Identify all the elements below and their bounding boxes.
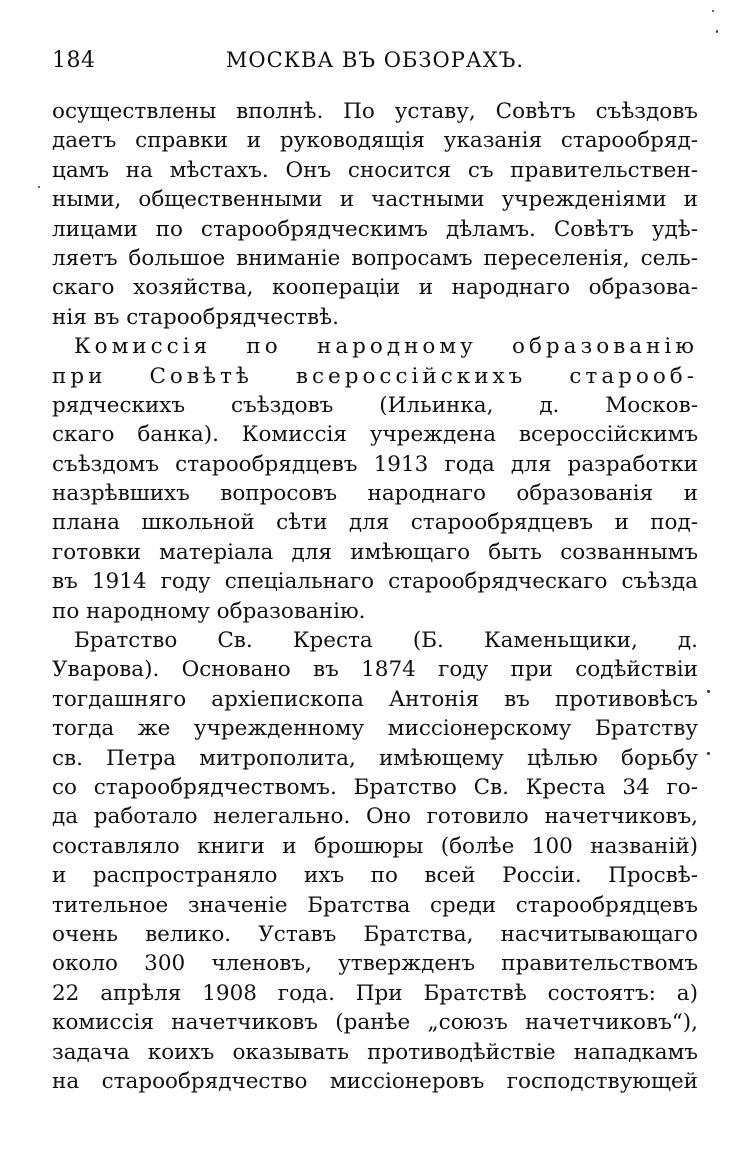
text-line: Уварова). Основано въ 1874 году при содѣйствіи	[52, 657, 698, 683]
text-line: со старообрядчествомъ. Братство Св. Креста 34 го-	[52, 774, 698, 800]
print-speck	[707, 752, 710, 755]
text-line: и распространяло ихъ по всей Россіи. Просвѣ-	[52, 863, 698, 889]
print-speck	[712, 10, 714, 12]
section-heading-line: Братство Св. Креста (Б. Каменьщики, д.	[74, 628, 698, 654]
text-line: тогда же учрежденному миссіонерскому Братству	[52, 716, 698, 742]
text-line: плана школьной сѣти для старообрядцевъ и под-	[52, 510, 698, 536]
running-head: МОСКВА ВЪ ОБЗОРАХЪ.	[225, 48, 525, 72]
text-line: ляетъ большое вниманіе вопросамъ переселенія, сель-	[52, 245, 698, 271]
text-line: составляло книги и брошюры (болѣе 100 названій)	[52, 833, 698, 859]
text-line: тогдашняго архіепископа Антонія въ противовѣсъ	[52, 686, 698, 712]
text-line: задача коихъ оказывать противодѣйствіе нападкамъ	[52, 1039, 698, 1065]
text-line: 22 апрѣля 1908 года. При Братствѣ состоятъ: а)	[52, 980, 698, 1006]
text-line: готовки матеріала для имѣющаго быть созваннымъ	[52, 539, 698, 565]
text-line: съѣздомъ старообрядцевъ 1913 года для разработки	[52, 451, 698, 477]
print-speck	[38, 186, 40, 188]
text-line: даетъ справки и руководящія указанія старообряд-	[52, 128, 698, 154]
text-line: лицами по старообрядческимъ дѣламъ. Совѣтъ удѣ-	[52, 216, 698, 242]
page-header	[52, 48, 698, 78]
text-line: въ 1914 году спеціальнаго старообрядческаго съѣзда	[52, 569, 698, 595]
body-text	[52, 97, 698, 1096]
text-line: нія въ старообрядчествѣ.	[52, 304, 339, 330]
text-line: по народному образованію.	[52, 598, 366, 624]
text-line: на старообрядчество миссіонеровъ господствующей	[52, 1068, 698, 1094]
text-line: ными, общественными и частными учрежденіями и	[52, 187, 698, 213]
text-line: св. Петра митрополита, имѣющему цѣлью борьбу	[52, 745, 698, 771]
print-speck	[707, 690, 710, 693]
text-line: скаго банка). Комиссія учреждена всероссійскимъ	[52, 422, 698, 448]
text-line: осуществлены вполнѣ. По уставу, Совѣтъ съѣздовъ	[52, 99, 698, 124]
text-line: очень велико. Уставъ Братства, насчитывающаго	[52, 921, 698, 947]
text-line: цамъ на мѣстахъ. Онъ сносится съ правительствен-	[52, 157, 698, 183]
text-line: рядческихъ съѣздовъ (Ильинка, д. Москов-	[52, 392, 698, 418]
text-line: тительное значеніе Братства среди старообрядцевъ	[52, 892, 698, 918]
text-line: да работало нелегально. Оно готовило начетчиковъ,	[52, 804, 698, 830]
print-speck	[716, 30, 718, 33]
text-line: около 300 членовъ, утвержденъ правительствомъ	[52, 951, 698, 977]
page-number: 184	[52, 48, 96, 73]
text-line: назрѣвшихъ вопросовъ народнаго образованія и	[52, 481, 698, 507]
section-heading-line: Комиссія по народному образованію	[74, 334, 698, 360]
section-heading-line: при Совѣтѣ всероссійскихъ старооб-	[52, 363, 698, 389]
text-line: скаго хозяйства, коопераціи и народнаго образова-	[52, 275, 698, 301]
text-line: комиссія начетчиковъ (ранѣе „союзъ начетчиковъ“),	[52, 1010, 698, 1036]
